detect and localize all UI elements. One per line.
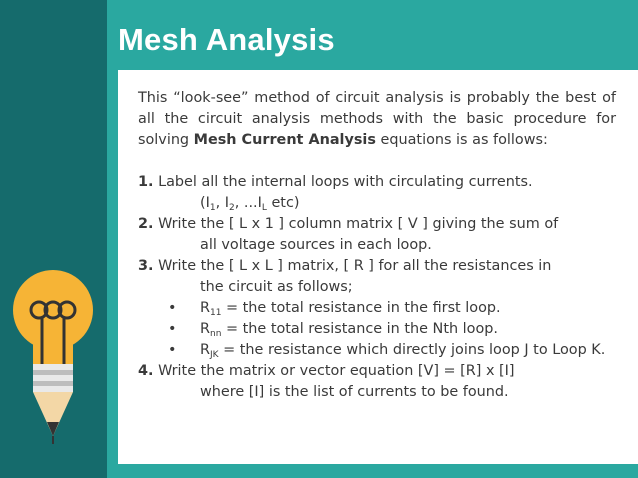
slide-title: Mesh Analysis (118, 22, 335, 57)
currents-sep-2: , ...I (234, 195, 262, 211)
bullet-sub: JK (210, 350, 219, 360)
intro-paragraph (138, 88, 616, 151)
step-text: Label all the internal loops with circulating currents. (158, 174, 533, 190)
lightbulb-pencil-icon (6, 258, 101, 458)
bullet-base: R (200, 300, 210, 316)
step-continuation: where [I] is the list of currents to be found. (200, 384, 509, 400)
step-1 (138, 172, 616, 214)
bullet-sub: nn (210, 329, 222, 339)
step-text: Write the matrix or vector equation [V] = [R] x [I] (158, 363, 515, 379)
current-sub-2: 2 (229, 203, 235, 213)
intro-text-2: equations is as follows: (375, 132, 548, 148)
current-sub-l: L (261, 203, 267, 213)
spacer (138, 151, 616, 172)
bullet-rjk (138, 340, 616, 361)
bullet-text: = the total resistance in the first loop. (221, 300, 501, 316)
currents-suffix: etc) (266, 195, 300, 211)
step-number: 3. (138, 258, 154, 274)
step-2 (138, 214, 616, 256)
currents-sep-1: , I (215, 195, 229, 211)
bullet-base: R (200, 321, 210, 337)
step-number: 4. (138, 363, 154, 379)
bullet-text: = the total resistance in the Nth loop. (221, 321, 498, 337)
bullet-r11 (138, 298, 616, 319)
step-text: Write the [ L x L ] matrix, [ R ] for all the resistances in (158, 258, 552, 274)
step-3 (138, 256, 616, 298)
bullet-dot: • (168, 321, 177, 337)
step-4 (138, 361, 616, 403)
content-text (138, 88, 616, 403)
intro-bold: Mesh Current Analysis (193, 132, 376, 148)
bullet-rnn (138, 319, 616, 340)
bullet-sub: 11 (210, 308, 222, 318)
current-sub-1: 1 (209, 203, 216, 213)
bullet-dot: • (168, 342, 177, 358)
step-continuation: the circuit as follows; (200, 279, 353, 295)
intro-text-1: This “look-see” method of circuit analysis is probably the best of all the circuit analysis methods with the basic procedure for solving (138, 90, 616, 148)
bullet-dot: • (168, 300, 177, 316)
step-number: 2. (138, 216, 154, 232)
step-continuation: all voltage sources in each loop. (200, 237, 432, 253)
bullet-base: R (200, 342, 210, 358)
currents-prefix: (I (200, 195, 210, 211)
bullet-text: = the resistance which directly joins loop J to Loop K. (218, 342, 606, 358)
step-number: 1. (138, 174, 154, 190)
step-text: Write the [ L x 1 ] column matrix [ V ] giving the sum of (158, 216, 559, 232)
step-continuation (138, 193, 616, 214)
